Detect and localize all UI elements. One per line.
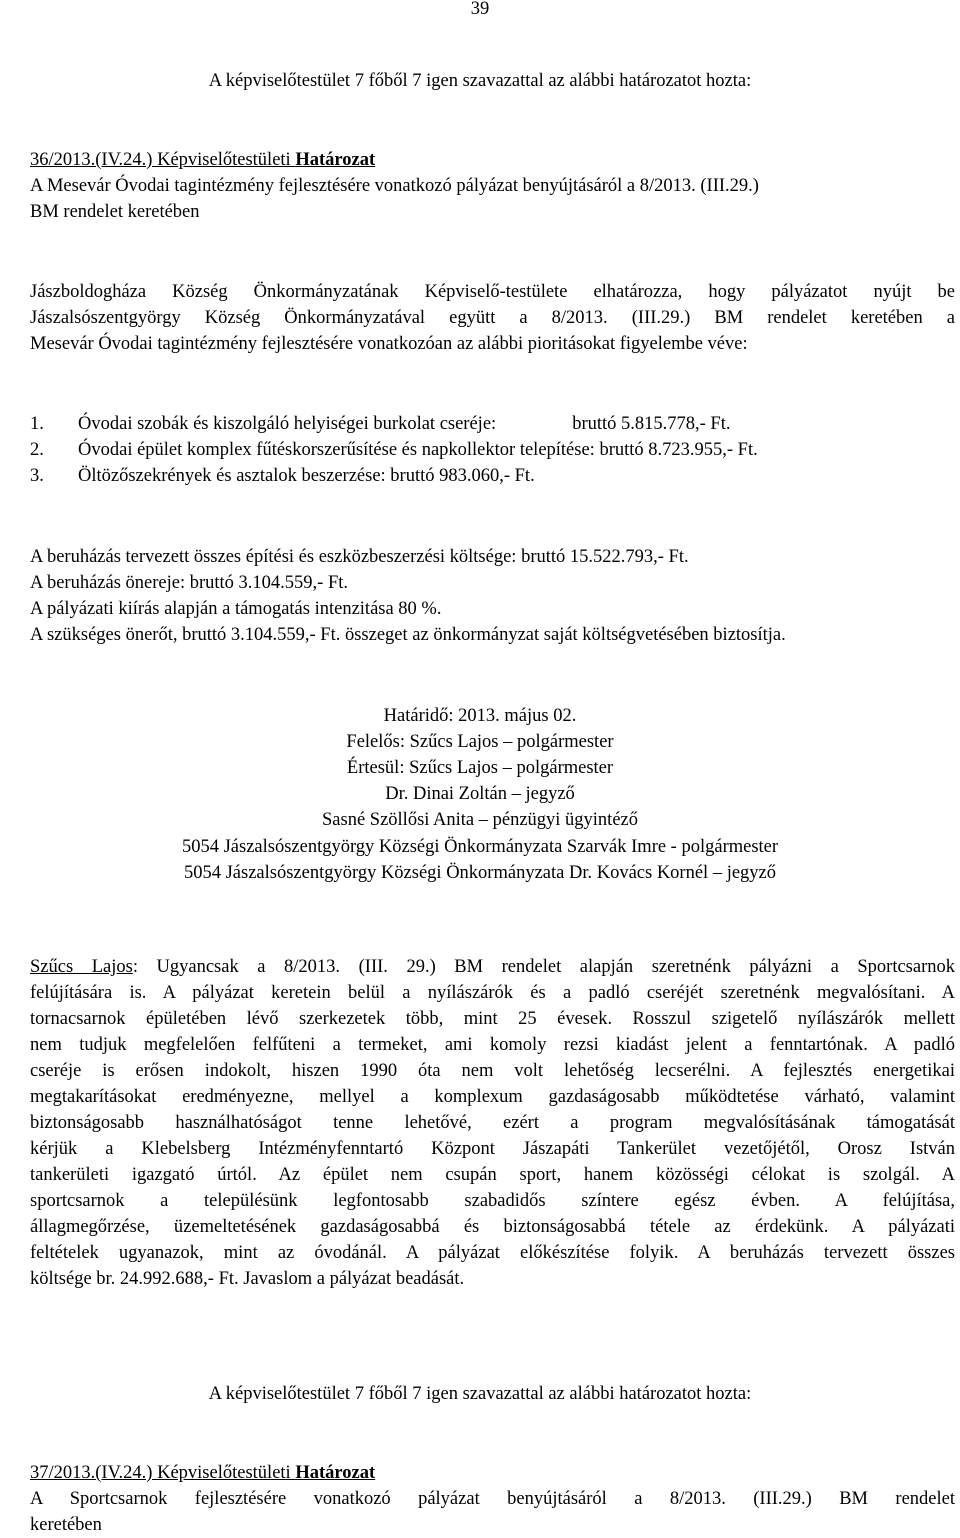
priority-number: 3. <box>30 466 44 486</box>
resolution-subject: A Mesevár Óvodai tagintézmény fejlesztésére vonatkozó pályázat benyújtásáról a 8/2013. (III.29.) <box>30 176 759 196</box>
resolution-number <box>30 147 375 173</box>
speech-line: megtakarításokat eredményezne, mellyel a komplexum gazdaságosabb működtetése várható, valamint <box>30 1087 955 1107</box>
notify-line: Dr. Dinai Zoltán – jegyző <box>385 784 575 804</box>
notify-line: 5054 Jászalsószentgyörgy Községi Önkormányzata Dr. Kovács Kornél – jegyző <box>183 863 777 883</box>
resolution-number-text: 36/2013.(IV.24.) Képviselőtestületi <box>30 150 296 170</box>
speech-line: felújítására is. A pályázat keretein belül a nyílászárók és a padló cseréjét szeretnénk megvalósítani. A <box>30 983 955 1003</box>
speech-line: tankerületi igazgató úrtól. Az épület nem csupán sport, hanem közösségi célokat is szolgál. A <box>30 1165 955 1185</box>
resolution-body-line: Jászalsószentgyörgy Község Önkormányzatával együtt a 8/2013. (III.29.) BM rendelet keretében a <box>30 308 955 328</box>
resolution-number <box>30 1460 375 1486</box>
resolution-body-line: Jászboldogháza Község Önkormányzatának Képviselő-testülete elhatározza, hogy pályázatot nyújt be <box>30 282 955 302</box>
resolution-word: Határozat <box>295 150 376 170</box>
speech-line: sportcsarnok a településünk legfontosabb szabadidős színtere egész évben. A felújítása, <box>30 1191 955 1211</box>
resolution-subject: BM rendelet keretében <box>30 202 200 222</box>
notify-line: Értesül: Szűcs Lajos – polgármester <box>346 758 614 778</box>
speech-line: feltételek ugyanazok, mint az óvodánál. A pályázat előkészítése folyik. A beruházás tervezett összes <box>30 1243 955 1263</box>
priority-text: Öltözőszekrények és asztalok beszerzése: bruttó 983.060,- Ft. <box>78 466 535 486</box>
speech-line: cseréje is erősen indokolt, hiszen 1990 óta nem volt lehetőség lecserélni. A fejlesztés energetikai <box>30 1061 955 1081</box>
notify-line: 5054 Jászalsószentgyörgy Községi Önkormányzata Szarvák Imre - polgármester <box>181 837 779 857</box>
resolution-subject: A Sportcsarnok fejlesztésére vonatkozó pályázat benyújtásáról a 8/2013. (III.29.) BM rendelet <box>30 1489 955 1509</box>
priority-amount: bruttó 5.815.778,- Ft. <box>572 414 731 434</box>
cost-line: A szükséges önerőt, bruttó 3.104.559,- Ft. összeget az önkormányzat saját költségvetésében biztosítja. <box>30 625 786 645</box>
resolution-subject: keretében <box>30 1515 102 1535</box>
speech-line: költsége br. 24.992.688,- Ft. Javaslom a pályázat beadását. <box>30 1269 465 1289</box>
resolution-word: Határozat <box>295 1463 376 1483</box>
resolution-body-line: Mesevár Óvodai tagintézmény fejlesztésére vonatkozóan az alábbi pioritásokat figyelembe véve: <box>30 334 748 354</box>
priority-item <box>30 463 535 489</box>
vote-statement: A képviselőtestület 7 főből 7 igen szavazattal az alábbi határozatot hozta: <box>208 1384 752 1404</box>
priority-text: Óvodai szobák és kiszolgáló helyiségei burkolat cseréje: <box>78 414 497 434</box>
speech-line: nem tudjuk megfelelően felfűteni a termeket, ami komoly rezsi kiadást jelent a fenntartónak. A padló <box>30 1035 955 1055</box>
speech-first-line <box>30 954 955 980</box>
cost-line: A beruházás tervezett összes építési és eszközbeszerzési költsége: bruttó 15.522.793,- Ft. <box>30 547 689 567</box>
speech-line: állagmegőrzése, üzemeltetésének gazdaságosabbá és biztonságosabbá tétele az érdekünk. A pályázati <box>30 1217 955 1237</box>
speech-line: tornacsarnok épületében lévő szerkezetek több, mint 25 évesek. Rosszul szigetelő nyílászárók mellett <box>30 1009 955 1029</box>
priority-number: 1. <box>30 414 44 434</box>
deadline: Határidő: 2013. május 02. <box>383 706 577 726</box>
priority-number: 2. <box>30 440 44 460</box>
responsible: Felelős: Szűcs Lajos – polgármester <box>346 732 614 752</box>
priority-item <box>30 437 758 463</box>
resolution-number-text: 37/2013.(IV.24.) Képviselőtestületi <box>30 1463 296 1483</box>
speech-line: kérjük a Klebelsberg Intézményfenntartó Központ Jászapáti Tankerület vezetőjétől, Orosz István <box>30 1139 955 1159</box>
speaker-name: Szűcs Lajos <box>30 957 133 977</box>
cost-line: A pályázati kiírás alapján a támogatás intenzitása 80 %. <box>30 599 442 619</box>
speech-text: : Ugyancsak a 8/2013. (III. 29.) BM rendelet alapján szeretnénk pályázni a Sportcsarnok <box>132 957 955 977</box>
page-number: 39 <box>470 0 490 19</box>
speech-line: biztonságosabb használhatóságot tenne lehetővé, ezért a program megvalósításának támogatását <box>30 1113 955 1133</box>
notify-line: Sasné Szöllősi Anita – pénzügyi ügyintéző <box>322 810 638 830</box>
priority-item <box>30 411 730 437</box>
priority-text: Óvodai épület komplex fűtéskorszerűsítése és napkollektor telepítése: bruttó 8.723.955,- Ft. <box>78 440 758 460</box>
vote-statement: A képviselőtestület 7 főből 7 igen szavazattal az alábbi határozatot hozta: <box>208 71 752 91</box>
cost-line: A beruházás önereje: bruttó 3.104.559,- Ft. <box>30 573 349 593</box>
